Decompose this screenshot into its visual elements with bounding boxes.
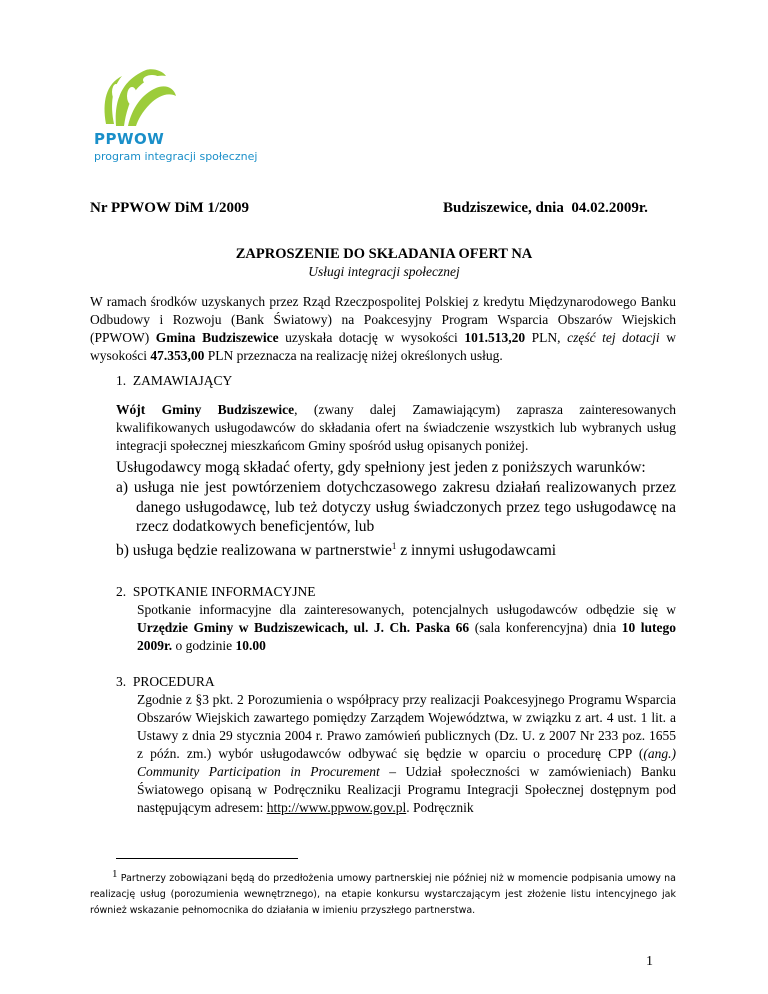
- section-2-paragraph: Spotkanie informacyjne dla zainteresowanych, potencjalnych usługodawców odbędzie się w Urzędzie Gminy w Budziszewicach, ul. J. Ch. Paska 66 (sala konferencyjna) dnia 10 lutego 2009r. o godzinie 10.00: [137, 602, 676, 653]
- footnote-divider: [116, 858, 298, 859]
- logo-tagline: program integracji społecznej: [94, 150, 258, 163]
- page-subtitle: Usługi integracji społecznej: [308, 264, 460, 279]
- place-date: Budziszewice, dnia 04.02.2009r.: [443, 200, 648, 216]
- logo-name: PPWOW: [94, 130, 165, 148]
- tree-icon: [92, 62, 182, 134]
- section-2-heading: 2. SPOTKANIE INFORMACYJNE: [116, 584, 316, 599]
- ppwow-logo: [92, 62, 272, 172]
- condition-b: b) usługa będzie realizowana w partnerstwie$^1$ z innymi usługodawcami: [116, 541, 557, 560]
- footnote-ref: 1: [391, 541, 397, 551]
- page-title: ZAPROSZENIE DO SKŁADANIA OFERT NA: [235, 246, 533, 262]
- document-number: Nr PPWOW DiM 1/2009: [90, 200, 250, 216]
- intro-paragraph: W ramach środków uzyskanych przez Rząd Rzeczpospolitej Polskiej z kredytu Międzynarodowego Banku Odbudowy i Rozwoju (Bank Światowy) na Poakcesyjny Program Wsparcia Obszarów Wiejskich (PPWOW) Gmina Budziszewice uzyskała dotację w wysokości 101.513,20 PLN, część tej dotacji w wysokości 47.353,00 PLN przeznacza na realizację niżej określonych usług.: [90, 294, 676, 363]
- footnote-number: 1: [112, 868, 118, 880]
- section-3-heading: 3. PROCEDURA: [116, 674, 215, 689]
- section-1-paragraph: Wójt Gminy Budziszewice, (zwany dalej Zamawiającym) zaprasza zainteresowanych kwalifikowanych usługodawców do składania ofert na świadczenie wszystkich lub wybranych usług integracji społecznej mieszkańcom Gminy spośród usług opisanych poniżej.: [116, 402, 676, 453]
- footnote: $^1$ Partnerzy zobowiązani będą do przedłożenia umowy partnerskiej nie później niż w momencie podpisania umowy na realizację usług (porozumienia wewnętrznego), na etapie konkursu wystarczającym jest złożenie listu intencyjnego jak również wskazanie pełnomocnika do działania w imieniu przyszłego partnerstwa.: [90, 868, 676, 917]
- condition-a: a) usługa nie jest powtórzeniem dotychczasowego zakresu działań realizowanych przez danego usługodawcę, lub też dotyczy usług świadczonych przez tego usługodawcę na rzecz dodatkowych beneficjentów, lub: [116, 479, 676, 535]
- section-1-heading: 1. ZAMAWIAJĄCY: [116, 373, 233, 388]
- section-3-paragraph: Zgodnie z §3 pkt. 2 Porozumienia o współpracy przy realizacji Poakcesyjnego Programu Wsparcia Obszarów Wiejskich zawartego pomiędzy Zarządem Województwa, w związku z art. 4 ust. 1 lit. a Ustawy z dnia 29 stycznia 2004 r. Prawo zamówień publicznych (Dz. U. z 2007 Nr 233 poz. 1655 z późn. zm.) wybór usługodawców odbywać się będzie w oparciu o procedurę CPP ((ang.) Community Participation in Procurement – Udział społeczności w zamówieniach) Banku Światowego opisaną w Podręczniku Realizacji Programu Integracji Społecznej dostępnym pod następującym adresem: http://www.ppwow.gov.pl. Podręcznik: [137, 692, 676, 815]
- page-number: 1: [646, 954, 653, 969]
- ppwow-link[interactable]: http://www.ppwow.gov.pl: [266, 800, 407, 815]
- conditions-intro: Usługodawcy mogą składać oferty, gdy spełniony jest jeden z poniższych warunków:: [116, 459, 646, 476]
